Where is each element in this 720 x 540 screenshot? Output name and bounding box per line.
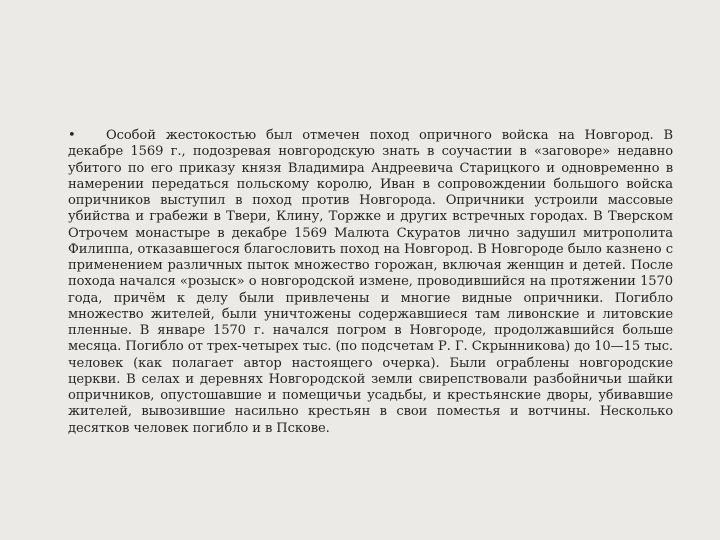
bullet-point: • bbox=[68, 128, 76, 143]
body-text-block bbox=[68, 128, 673, 437]
history-paragraph: Особой жестокостью был отмечен поход опричного войска на Новгород. В декабре 1569 г., подозревая новгородскую знать в соучастии в «заговоре» недавно убитого по его приказу князя Владимира Андреевича Старицкого и одновременно в намерении передаться польскому королю, Иван в сопровождении большого войска опричников выступил в поход против Новгорода. Опричники устроили массовые убийства и грабежи в Твери, Клину, Торжке и других встречных городах. В Тверском Отрочем монастыре в декабре 1569 Малюта Скуратов лично задушил митрополита Филиппа, отказавшегося благословить поход на Новгород. В Новгороде было казнено с применением различных пыток множество горожан, включая женщин и детей. После похода начался «розыск» о новгородской измене, проводившийся на протяжении 1570 года, причём к делу были привлечены и многие видные опричники. Погибло множество жителей, были уничтожены содержавшиеся там ливонские и литовские пленные. В январе 1570 г. начался погром в Новгороде, продолжавшийся больше месяца. Погибло от трех-четырех тыс. (по подсчетам Р. Г. Скрынникова) до 10—15 тыс. человек (как полагает автор настоящего очерка). Были ограблены новгородские церкви. В селах и деревнях Новгородской земли свирепствовали разбойничьи шайки опричников, опустошавшие и помещичьи усадьбы, и крестьянские дворы, убивавшие жителей, вывозившие насильно крестьян в свои поместья и вотчины. Несколько десятков человек погибло и в Пскове. bbox=[68, 128, 673, 436]
